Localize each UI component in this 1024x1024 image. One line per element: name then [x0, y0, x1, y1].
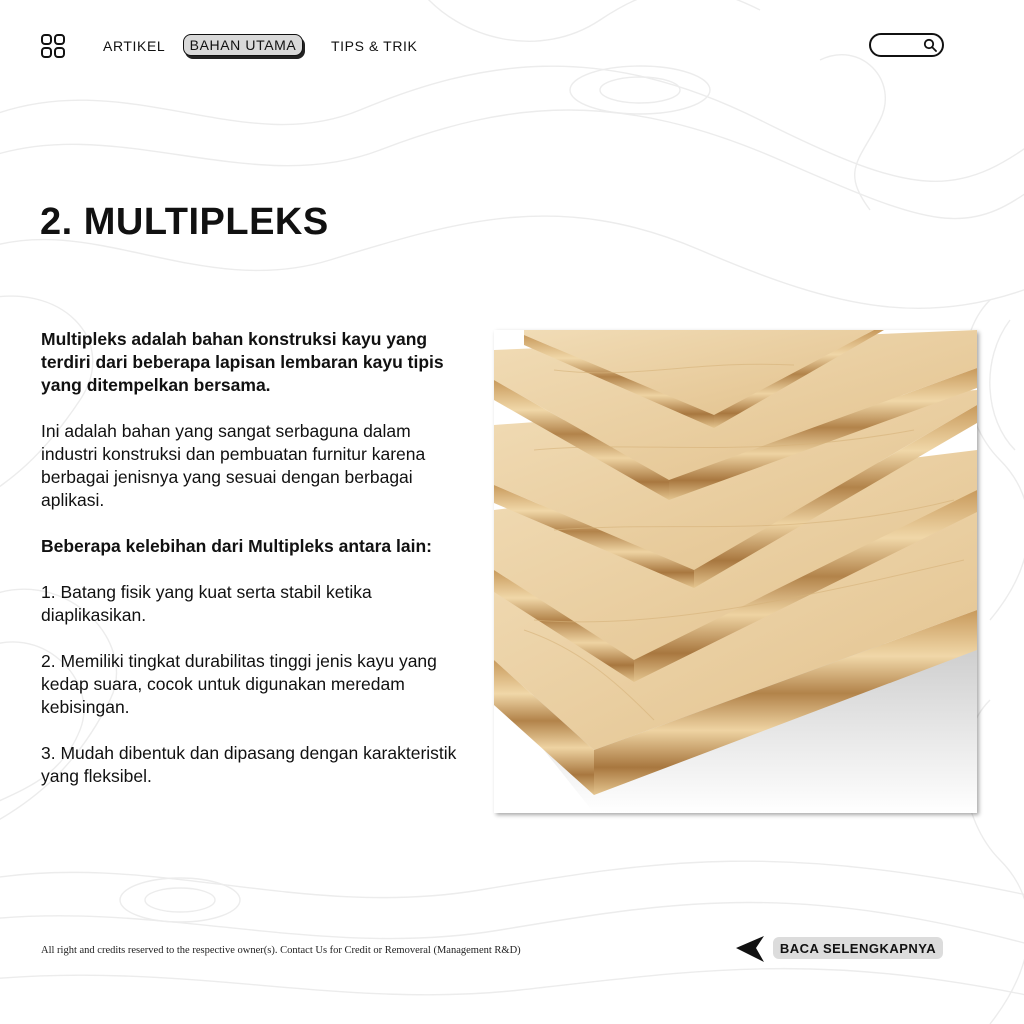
- nav-item-label: BAHAN UTAMA: [189, 37, 297, 53]
- menu-grid-icon[interactable]: [40, 33, 66, 59]
- read-more-button[interactable]: [773, 937, 943, 959]
- plywood-photo: [494, 330, 977, 813]
- advantages-heading: Beberapa kelebihan dari Multipleks antara lain:: [41, 536, 432, 556]
- description-paragraph: Ini adalah bahan yang sangat serbaguna dalam industri konstruksi dan pembuatan furnitur karena berbagai jenisnya yang sesuai dengan berbagai aplikasi.: [41, 421, 426, 510]
- advantage-item: 2. Memiliki tingkat durabilitas tinggi jenis kayu yang kedap suara, cocok untuk digunakan meredam kebisingan.: [41, 651, 437, 717]
- search-icon[interactable]: [923, 38, 937, 52]
- read-more-label: BACA SELENGKAPNYA: [779, 940, 937, 956]
- nav-item-bahan-utama[interactable]: [183, 34, 303, 56]
- nav-item-tips-trik[interactable]: TIPS & TRIK: [331, 38, 418, 54]
- nav-item-artikel[interactable]: ARTIKEL: [103, 38, 166, 54]
- advantage-item: 1. Batang fisik yang kuat serta stabil ketika diaplikasikan.: [41, 582, 372, 625]
- article-body: [41, 328, 461, 788]
- search-input[interactable]: [879, 37, 923, 53]
- plywood-stack-illustration: [494, 330, 977, 813]
- advantage-item: 3. Mudah dibentuk dan dipasang dengan karakteristik yang fleksibel.: [41, 743, 457, 786]
- footer-credits: All right and credits reserved to the respective owner(s). Contact Us for Credit or Removeral (Management R&D): [41, 945, 521, 956]
- intro-bold-text: Multipleks adalah bahan konstruksi kayu yang terdiri dari beberapa lapisan lembaran kayu tipis yang ditempelkan bersama.: [41, 329, 444, 395]
- page-title: 2. MULTIPLEKS: [40, 201, 329, 243]
- arrow-pointer-icon[interactable]: [736, 936, 764, 962]
- search-box[interactable]: [869, 33, 944, 57]
